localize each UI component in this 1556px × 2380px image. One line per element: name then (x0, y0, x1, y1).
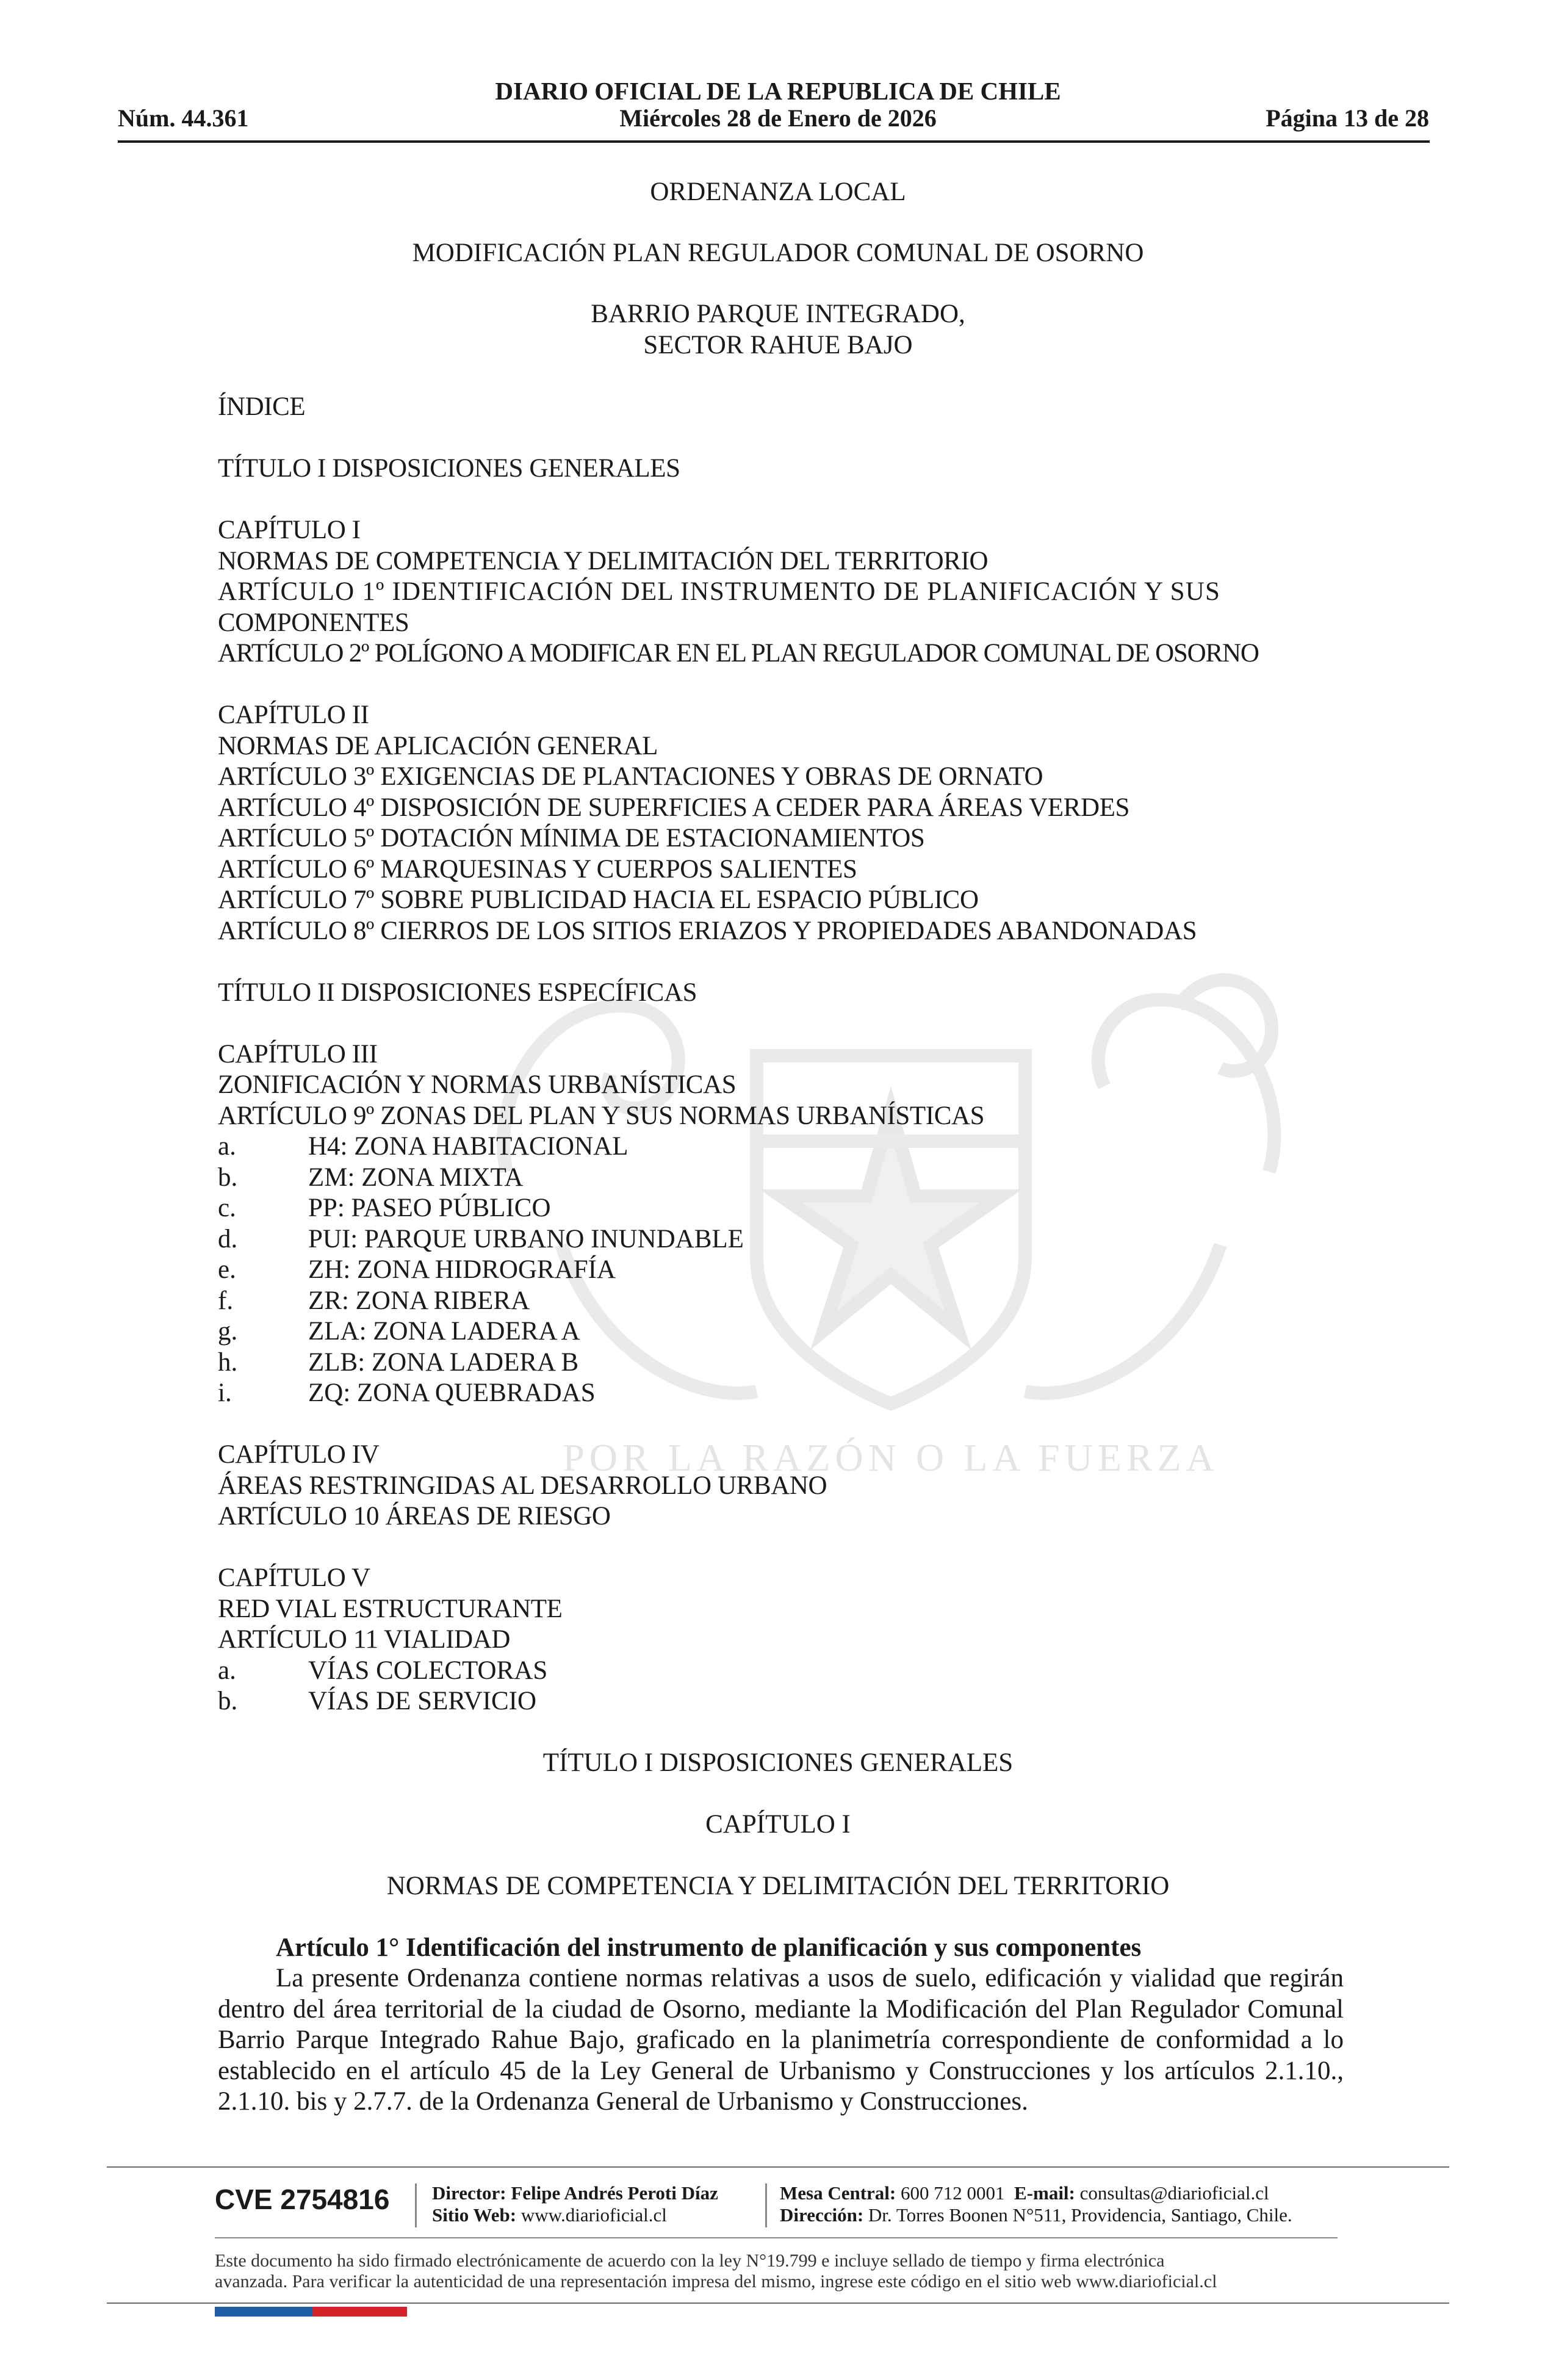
zone-item: PP: PASEO PÚBLICO (308, 1194, 551, 1222)
zone-letter: i. (218, 1379, 232, 1407)
legal-notice-line-1: Este documento ha sido firmado electrónicamente de acuerdo con la ley N°19.799 e incluye sellado de tiempo y firma electrónica (215, 2251, 1165, 2271)
zone-letter: g. (218, 1317, 238, 1346)
section-titulo: TÍTULO I DISPOSICIONES GENERALES (542, 1748, 1014, 1777)
index-articulo-7: ARTÍCULO 7º SOBRE PUBLICIDAD HACIA EL ESPACIO PÚBLICO (218, 885, 979, 914)
zone-item: ZH: ZONA HIDROGRAFÍA (308, 1255, 616, 1284)
director-label: Director: (432, 2182, 506, 2204)
index-capitulo-2-name: NORMAS DE APLICACIÓN GENERAL (218, 732, 658, 760)
index-capitulo-4: CAPÍTULO IV (218, 1440, 380, 1469)
index-articulo-2: ARTÍCULO 2º POLÍGONO A MODIFICAR EN EL PLAN REGULADOR COMUNAL DE OSORNO (218, 639, 1259, 668)
zone-item: ZLA: ZONA LADERA A (308, 1317, 580, 1346)
header-divider (118, 140, 1430, 143)
footer-top-divider (107, 2166, 1449, 2168)
website-label: Sitio Web: (432, 2204, 517, 2226)
footer-director (432, 2182, 718, 2204)
footer-mid-divider (215, 2237, 1338, 2238)
issue-number: Núm. 44.361 (118, 104, 249, 132)
zone-letter: b. (218, 1163, 238, 1192)
zone-letter: a. (218, 1132, 236, 1161)
zone-letter: f. (218, 1286, 234, 1315)
email-link[interactable]: consultas@diarioficial.cl (1079, 2182, 1269, 2204)
index-titulo-1: TÍTULO I DISPOSICIONES GENERALES (218, 454, 680, 483)
article-1-heading: Artículo 1° Identificación del instrumento de planificación y sus componentes (276, 1933, 1142, 1962)
zone-letter: c. (218, 1194, 236, 1222)
index-capitulo-5-name: RED VIAL ESTRUCTURANTE (218, 1595, 563, 1623)
mesa-value: 600 712 0001 (901, 2182, 1005, 2204)
legal-notice-line-2: avanzada. Para verificar la autenticidad de una representación impresa del mismo, ingrese este código en el sitio web www.diarioficial.cl (215, 2271, 1217, 2292)
zone-item: ZQ: ZONA QUEBRADAS (308, 1379, 596, 1407)
flag-stripe-red (312, 2307, 407, 2317)
via-item: VÍAS DE SERVICIO (308, 1687, 537, 1715)
footer-separator (415, 2183, 417, 2227)
index-articulo-9: ARTÍCULO 9º ZONAS DEL PLAN Y SUS NORMAS URBANÍSTICAS (218, 1102, 985, 1130)
index-articulo-1: ARTÍCULO 1º IDENTIFICACIÓN DEL INSTRUMENTO DE PLANIFICACIÓN Y SUS (218, 577, 1221, 606)
index-articulo-6: ARTÍCULO 6º MARQUESINAS Y CUERPOS SALIENTES (218, 855, 857, 884)
doc-title-ordenanza: ORDENANZA LOCAL (650, 178, 906, 206)
zone-item: H4: ZONA HABITACIONAL (308, 1132, 629, 1161)
article-1-body: La presente Ordenanza contiene normas relativas a usos de suelo, edificación y vialidad que regirán dentro del área territorial de la ciudad de Osorno, mediante la Modificación del Plan Regulador Comunal Barrio Parque Integrado Rahue Bajo, graficado en la planimetría correspondiente de conformidad a lo establecido en el artículo 45 de la Ley General de Urbanismo y Construcciones y los artículos 2.1.10., 2.1.10. bis y 2.7.7. de la Ordenanza General de Urbanismo y Construcciones. (218, 1964, 1344, 2116)
flag-stripe-blue (215, 2307, 312, 2317)
index-titulo-2: TÍTULO II DISPOSICIONES ESPECÍFICAS (218, 978, 697, 1007)
index-capitulo-5: CAPÍTULO V (218, 1563, 370, 1592)
footer-separator (765, 2183, 767, 2227)
index-articulo-1-cont: COMPONENTES (218, 608, 409, 637)
via-letter: a. (218, 1656, 236, 1685)
zone-item: PUI: PARQUE URBANO INUNDABLE (308, 1225, 744, 1253)
zone-item: ZLB: ZONA LADERA B (308, 1348, 579, 1377)
index-capitulo-3: CAPÍTULO III (218, 1040, 378, 1069)
zone-item: ZM: ZONA MIXTA (308, 1163, 524, 1192)
address-label: Dirección: (780, 2204, 864, 2226)
cve-code: CVE 2754816 (215, 2183, 390, 2215)
doc-title-sector: SECTOR RAHUE BAJO (643, 331, 913, 359)
mesa-label: Mesa Central: (780, 2182, 896, 2204)
zone-letter: e. (218, 1255, 236, 1284)
index-heading: ÍNDICE (218, 392, 306, 421)
section-capitulo-name: NORMAS DE COMPETENCIA Y DELIMITACIÓN DEL TERRITORIO (386, 1872, 1170, 1900)
page-number: Página 13 de 28 (1266, 104, 1429, 132)
doc-title-modificacion: MODIFICACIÓN PLAN REGULADOR COMUNAL DE OSORNO (412, 239, 1144, 267)
footer-bottom-divider (107, 2302, 1449, 2304)
index-articulo-8: ARTÍCULO 8º CIERROS DE LOS SITIOS ERIAZOS Y PROPIEDADES ABANDONADAS (218, 917, 1197, 945)
index-capitulo-1-name: NORMAS DE COMPETENCIA Y DELIMITACIÓN DEL TERRITORIO (218, 547, 989, 575)
via-letter: b. (218, 1687, 238, 1715)
index-articulo-4: ARTÍCULO 4º DISPOSICIÓN DE SUPERFICIES A CEDER PARA ÁREAS VERDES (218, 793, 1129, 822)
address-value: Dr. Torres Boonen N°511, Providencia, Santiago, Chile. (868, 2204, 1292, 2226)
website-link[interactable]: www.diarioficial.cl (520, 2204, 667, 2226)
footer-address (780, 2204, 1292, 2226)
index-capitulo-4-name: ÁREAS RESTRINGIDAS AL DESARROLLO URBANO (218, 1471, 827, 1500)
index-articulo-5: ARTÍCULO 5º DOTACIÓN MÍNIMA DE ESTACIONAMIENTOS (218, 824, 925, 853)
director-name: Felipe Andrés Peroti Díaz (511, 2182, 718, 2204)
watermark-motto: POR LA RAZÓN O LA FUERZA (563, 1436, 1219, 1479)
section-capitulo: CAPÍTULO I (705, 1810, 851, 1839)
publication-title: DIARIO OFICIAL DE LA REPUBLICA DE CHILE (495, 77, 1061, 105)
via-item: VÍAS COLECTORAS (308, 1656, 548, 1685)
zone-item: ZR: ZONA RIBERA (308, 1286, 530, 1315)
doc-title-barrio: BARRIO PARQUE INTEGRADO, (591, 300, 965, 328)
footer-website (432, 2204, 667, 2226)
index-articulo-3: ARTÍCULO 3º EXIGENCIAS DE PLANTACIONES Y OBRAS DE ORNATO (218, 762, 1043, 791)
index-articulo-10: ARTÍCULO 10 ÁREAS DE RIESGO (218, 1502, 611, 1531)
index-capitulo-1: CAPÍTULO I (218, 516, 361, 544)
index-articulo-11: ARTÍCULO 11 VIALIDAD (218, 1625, 511, 1654)
zone-letter: h. (218, 1348, 238, 1377)
publication-date: Miércoles 28 de Enero de 2026 (619, 104, 937, 132)
email-label: E-mail: (1014, 2182, 1075, 2204)
footer-contact (780, 2182, 1269, 2204)
index-capitulo-2: CAPÍTULO II (218, 701, 369, 729)
index-capitulo-3-name: ZONIFICACIÓN Y NORMAS URBANÍSTICAS (218, 1070, 737, 1099)
zone-letter: d. (218, 1225, 238, 1253)
